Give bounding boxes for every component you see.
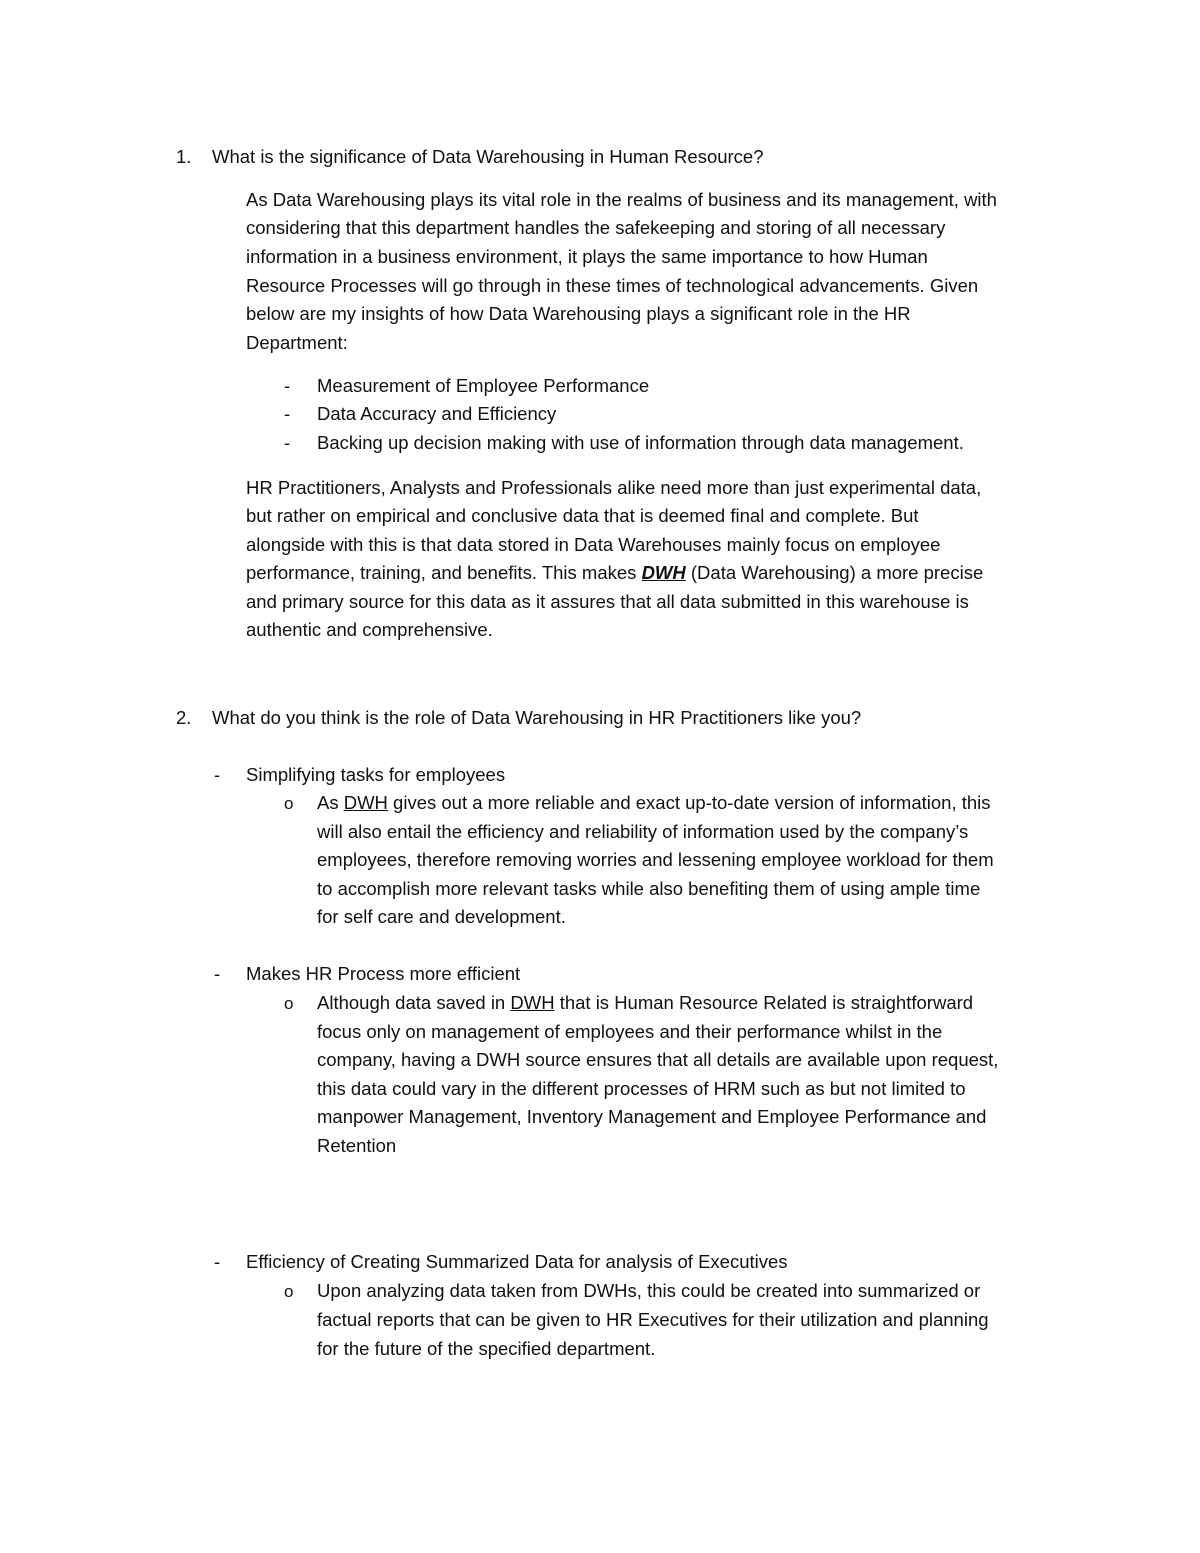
q2-item-1-line-4: to accomplish more relevant tasks while also benefiting them of using ample time: [317, 878, 981, 899]
q1-para2-line-4: [246, 561, 983, 585]
q2-item-1-sub-start: As: [317, 792, 344, 813]
q2-item-1-line-3: employees, therefore removing worries and lessening employee workload for them: [317, 849, 994, 870]
dash-bullet-icon: -: [214, 963, 221, 984]
question-1-text: What is the significance of Data Warehousing in Human Resource?: [212, 146, 764, 167]
dash-bullet-icon: -: [284, 403, 291, 424]
q2-item-1-title: Simplifying tasks for employees: [246, 764, 506, 785]
q1-para1-line-2: considering that this department handles the safekeeping and storing of all necessary: [246, 217, 946, 238]
sub-bullet-icon: o: [284, 994, 294, 1013]
q1-para1-line-6: Department:: [246, 332, 348, 353]
q1-para2-line-2: but rather on empirical and conclusive data that is deemed final and complete. But: [246, 505, 919, 526]
question-2-text: What do you think is the role of Data Warehousing in HR Practitioners like you?: [212, 707, 862, 728]
q1-bullet-2: Data Accuracy and Efficiency: [317, 403, 557, 424]
dash-bullet-icon: -: [214, 1251, 221, 1272]
sub-bullet-icon: o: [284, 794, 294, 813]
q1-para1-line-5: below are my insights of how Data Warehousing plays a significant role in the HR: [246, 303, 911, 324]
question-2-number: 2.: [176, 707, 192, 728]
q2-item-2-sub-start: Although data saved in: [317, 992, 511, 1013]
dash-bullet-icon: -: [284, 375, 291, 396]
q1-para1-line-3: information in a business environment, it plays the same importance to how Human: [246, 246, 928, 267]
q1-para1-line-4: Resource Processes will go through in these times of technological advancements. Given: [246, 275, 979, 296]
dwh-emphasis: DWH: [641, 562, 686, 583]
q2-item-2-sub-end: that is Human Resource Related is straightforward: [554, 992, 974, 1013]
q1-para1-line-1: As Data Warehousing plays its vital role in the realms of business and its management, with: [246, 189, 997, 210]
q2-item-1-line-5: for self care and development.: [317, 906, 566, 927]
question-1-number: 1.: [176, 146, 192, 167]
q2-item-3-line-3: for the future of the specified department.: [317, 1338, 656, 1359]
sub-bullet-icon: o: [284, 1282, 294, 1301]
q2-item-2-title: Makes HR Process more efficient: [246, 963, 521, 984]
q2-item-2-line-6: Retention: [317, 1135, 397, 1156]
q2-item-2-line-5: manpower Management, Inventory Management and Employee Performance and: [317, 1106, 987, 1127]
q2-item-1-sub-line-1: [317, 791, 991, 815]
q1-para2-line-1: HR Practitioners, Analysts and Professionals alike need more than just experimental data,: [246, 477, 982, 498]
dwh-underlined: DWH: [343, 792, 388, 813]
q2-item-2-line-4: this data could vary in the different processes of HRM such as but not limited to: [317, 1078, 966, 1099]
dash-bullet-icon: -: [284, 432, 291, 453]
dwh-underlined: DWH: [510, 992, 555, 1013]
q1-para2-line-6: authentic and comprehensive.: [246, 619, 493, 640]
q2-item-1-line-2: will also entail the efficiency and reliability of information used by the company’s: [317, 821, 969, 842]
q2-item-3-title: Efficiency of Creating Summarized Data for analysis of Executives: [246, 1251, 788, 1272]
q1-para2-line-4-start: performance, training, and benefits. This makes: [246, 562, 642, 583]
q2-item-2-line-2: focus only on management of employees and their performance whilst in the: [317, 1021, 943, 1042]
q2-item-2-line-3: company, having a DWH source ensures that all details are available upon request,: [317, 1049, 999, 1070]
q1-bullet-1: Measurement of Employee Performance: [317, 375, 650, 396]
q1-para2-line-3: alongside with this is that data stored in Data Warehouses mainly focus on employee: [246, 534, 941, 555]
q2-item-2-sub-line-1: [317, 991, 973, 1015]
q2-item-3-line-1: Upon analyzing data taken from DWHs, this could be created into summarized or: [317, 1280, 981, 1301]
dash-bullet-icon: -: [214, 764, 221, 785]
q1-para2-line-5: and primary source for this data as it assures that all data submitted in this warehouse is: [246, 591, 969, 612]
q2-item-1-sub-end: gives out a more reliable and exact up-to-date version of information, this: [387, 792, 991, 813]
q2-item-3-line-2: factual reports that can be given to HR Executives for their utilization and planning: [317, 1309, 989, 1330]
q1-para2-line-4-end: (Data Warehousing) a more precise: [685, 562, 984, 583]
q1-bullet-3: Backing up decision making with use of information through data management.: [317, 432, 964, 453]
